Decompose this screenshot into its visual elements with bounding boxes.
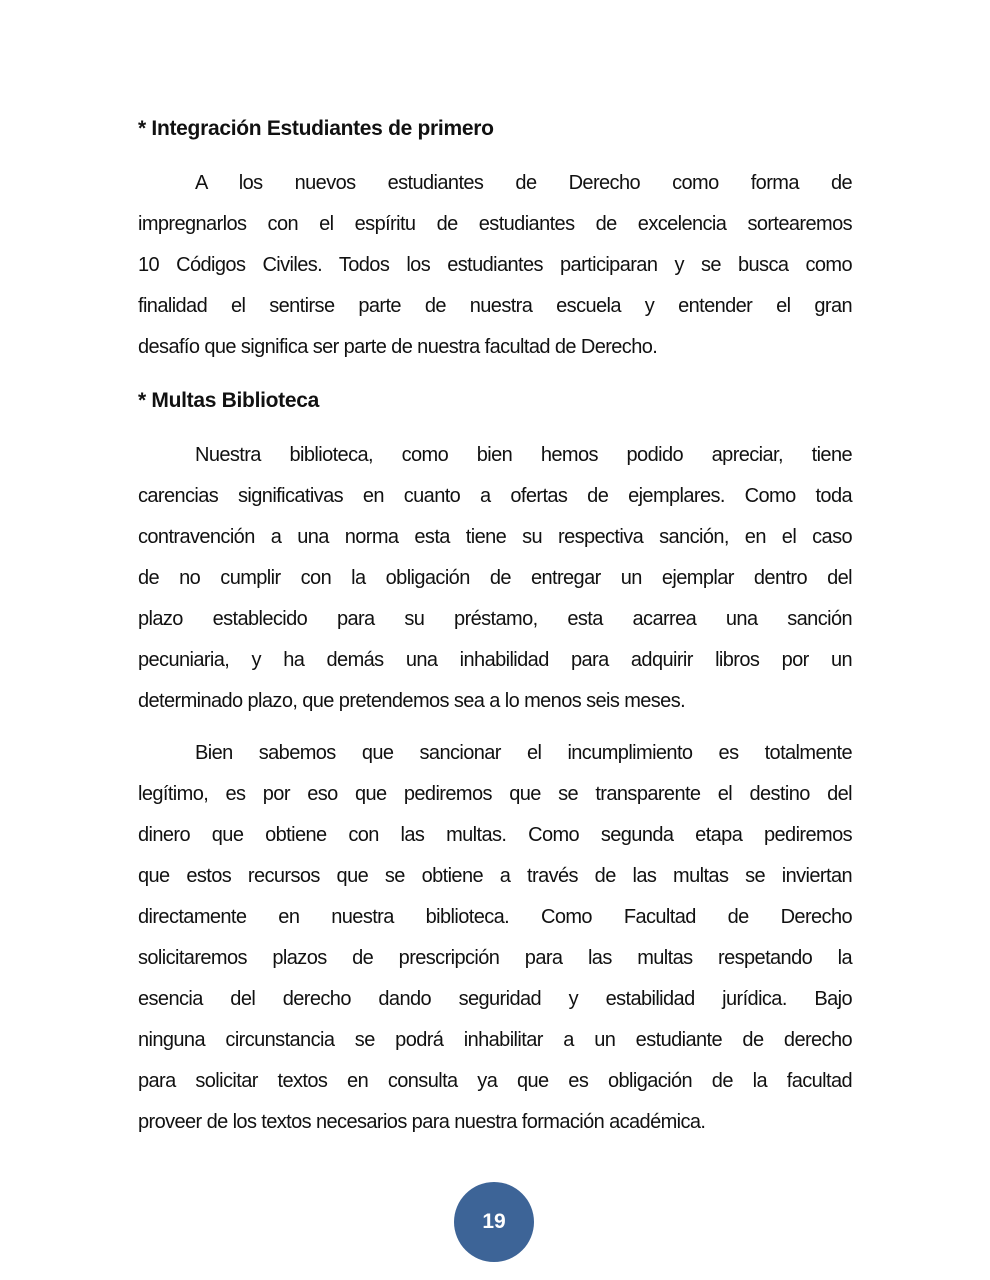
paragraph-line: directamente en nuestra biblioteca. Como Facultad de Derecho (138, 906, 852, 928)
paragraph-line: para solicitar textos en consulta ya que es obligación de la facultad (138, 1070, 852, 1092)
paragraph-line: proveer de los textos necesarios para nuestra formación académica. (138, 1111, 706, 1133)
paragraph-line: dinero que obtiene con las multas. Como segunda etapa pediremos (138, 824, 852, 846)
paragraph-line: Bien sabemos que sancionar el incumplimiento es totalmente (195, 742, 852, 764)
paragraph-line: finalidad el sentirse parte de nuestra escuela y entender el gran (138, 295, 852, 317)
paragraph-line: de no cumplir con la obligación de entregar un ejemplar dentro del (138, 567, 852, 589)
paragraph-line: esencia del derecho dando seguridad y estabilidad jurídica. Bajo (138, 988, 852, 1010)
paragraph-line: ninguna circunstancia se podrá inhabilitar a un estudiante de derecho (138, 1029, 852, 1051)
page-number-badge: 19 (454, 1182, 534, 1262)
paragraph-line: solicitaremos plazos de prescripción para las multas respetando la (138, 947, 852, 969)
paragraph-line: legítimo, es por eso que pediremos que se transparente el destino del (138, 783, 852, 805)
paragraph-line: 10 Códigos Civiles. Todos los estudiantes participaran y se busca como (138, 254, 852, 276)
paragraph-line: contravención a una norma esta tiene su respectiva sanción, en el caso (138, 526, 852, 548)
section-heading: * Multas Biblioteca (138, 389, 320, 412)
paragraph-line: plazo establecido para su préstamo, esta acarrea una sanción (138, 608, 852, 630)
section-heading: * Integración Estudiantes de primero (138, 117, 494, 140)
paragraph-line: determinado plazo, que pretendemos sea a lo menos seis meses. (138, 690, 686, 712)
paragraph-line: impregnarlos con el espíritu de estudiantes de excelencia sortearemos (138, 213, 852, 235)
paragraph-line: A los nuevos estudiantes de Derecho como forma de (195, 172, 852, 194)
paragraph-line: Nuestra biblioteca, como bien hemos podido apreciar, tiene (195, 444, 852, 466)
paragraph-line: carencias significativas en cuanto a ofertas de ejemplares. Como toda (138, 485, 852, 507)
paragraph-line: pecuniaria, y ha demás una inhabilidad para adquirir libros por un (138, 649, 852, 671)
paragraph-line: que estos recursos que se obtiene a través de las multas se inviertan (138, 865, 852, 887)
paragraph-line: desafío que significa ser parte de nuestra facultad de Derecho. (138, 336, 658, 358)
